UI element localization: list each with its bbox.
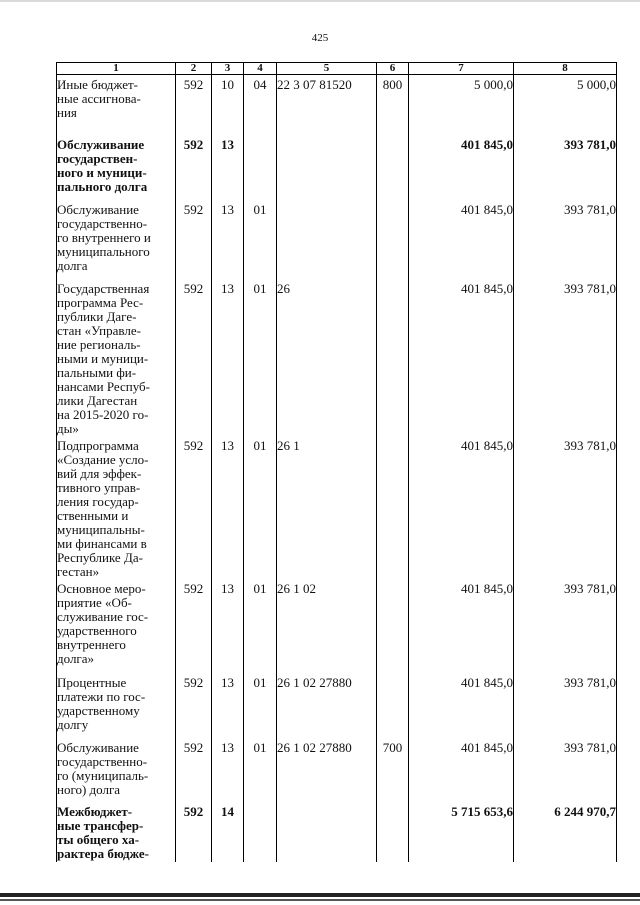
row-name-cell	[57, 802, 176, 862]
expense-type-cell-value	[377, 436, 408, 439]
expense-type-cell	[377, 673, 409, 738]
row-name-line: ми финансами в	[57, 535, 147, 551]
target-article-cell	[277, 436, 377, 579]
amount-cell-year1	[409, 135, 514, 200]
row-name-line: долга	[57, 257, 88, 273]
row-name-line: Иные бюджет-	[57, 77, 138, 92]
amount-cell-year1	[409, 738, 514, 802]
target-article-cell	[277, 200, 377, 279]
bottom-scan-edge-lower	[0, 899, 640, 901]
gov-code-cell-value: 592	[183, 437, 204, 453]
amount-cell-year1-value: 401 845,0	[461, 437, 513, 453]
target-article-cell	[277, 802, 377, 862]
section-cell-value: 13	[221, 437, 234, 453]
expense-type-cell-value	[377, 579, 408, 582]
amount-cell-year1-value: 401 845,0	[461, 674, 513, 690]
row-name-line: ные трансфер-	[57, 817, 144, 833]
amount-cell-year1-value: 5 715 653,6	[451, 803, 513, 819]
row-name-line: ного и муници-	[57, 164, 147, 180]
target-article-cell	[277, 738, 377, 802]
amount-cell-year2	[514, 802, 617, 862]
gov-code-cell	[176, 436, 212, 579]
section-cell-value: 13	[221, 580, 234, 596]
row-name-line: нансами Респуб-	[57, 378, 150, 394]
amount-cell-year1-value: 401 845,0	[461, 739, 513, 755]
gov-code-cell-value: 592	[183, 580, 204, 596]
row-name-line: Межбюджет-	[57, 803, 133, 819]
gov-code-cell	[176, 75, 212, 135]
row-name-line: гестан»	[57, 563, 100, 579]
row-name-line: ды»	[57, 420, 79, 436]
expense-type-cell	[377, 75, 409, 135]
expense-type-cell	[377, 436, 409, 579]
gov-code-cell-value: 592	[183, 136, 204, 152]
expense-type-cell	[377, 579, 409, 673]
gov-code-cell-value: 592	[183, 77, 204, 92]
amount-cell-year2	[514, 738, 617, 802]
section-cell	[212, 738, 244, 802]
target-article-cell	[277, 579, 377, 673]
gov-code-cell	[176, 135, 212, 200]
row-name-cell	[57, 738, 176, 802]
target-article-cell	[277, 75, 377, 135]
section-cell-value: 13	[221, 674, 234, 690]
section-cell-value: 13	[221, 280, 234, 296]
table-row	[57, 75, 617, 135]
bottom-scan-edge	[0, 893, 640, 897]
column-header: 1	[57, 63, 176, 75]
subsection-cell	[244, 673, 277, 738]
subsection-cell-value: 01	[253, 580, 267, 596]
column-header: 8	[514, 63, 617, 75]
amount-cell-year2	[514, 279, 617, 436]
amount-cell-year2-value: 6 244 970,7	[554, 803, 616, 819]
amount-cell-year2-value: 5 000,0	[577, 77, 616, 92]
expense-type-cell-value	[377, 200, 408, 203]
gov-code-cell-value: 592	[183, 201, 204, 217]
section-cell	[212, 673, 244, 738]
table-header-row	[57, 63, 617, 75]
target-article-cell-value: 26 1 02 27880	[277, 674, 352, 690]
row-name-line: Республике Да-	[57, 549, 143, 565]
target-article-cell	[277, 279, 377, 436]
row-name-cell	[57, 436, 176, 579]
row-name-line: ного) долга	[57, 781, 121, 797]
row-name-line: вий для эффек-	[57, 465, 142, 481]
row-name-line: программа Рес-	[57, 294, 144, 310]
amount-cell-year1-value: 401 845,0	[461, 201, 513, 217]
row-name-line: Обслуживание	[57, 739, 139, 755]
amount-cell-year2-value: 393 781,0	[564, 580, 616, 596]
amount-cell-year2	[514, 200, 617, 279]
target-article-cell-value	[277, 802, 376, 805]
subsection-cell	[244, 200, 277, 279]
amount-cell-year2-value: 393 781,0	[564, 739, 616, 755]
amount-cell-year1	[409, 802, 514, 862]
table-row	[57, 802, 617, 862]
target-article-cell-value: 26	[277, 280, 290, 296]
amount-cell-year1-value: 401 845,0	[461, 280, 513, 296]
target-article-cell-value	[277, 135, 376, 138]
amount-cell-year1	[409, 436, 514, 579]
column-header: 4	[244, 63, 277, 75]
expense-type-cell-value: 800	[382, 77, 403, 92]
gov-code-cell	[176, 579, 212, 673]
gov-code-cell	[176, 200, 212, 279]
gov-code-cell-value: 592	[183, 674, 204, 690]
row-name-line: ственными и	[57, 507, 129, 523]
expense-type-cell	[377, 802, 409, 862]
section-cell-value: 13	[221, 739, 234, 755]
subsection-cell-value	[244, 135, 276, 138]
gov-code-cell-value: 592	[183, 803, 204, 819]
amount-cell-year1	[409, 673, 514, 738]
gov-code-cell	[176, 673, 212, 738]
amount-cell-year1-value: 401 845,0	[461, 580, 513, 596]
budget-table	[56, 62, 617, 862]
row-name-line: Обслуживание	[57, 201, 139, 217]
expense-type-cell-value	[377, 673, 408, 676]
expense-type-cell	[377, 738, 409, 802]
section-cell	[212, 579, 244, 673]
row-name-line: Государственная	[57, 280, 150, 296]
subsection-cell-value: 01	[253, 739, 267, 755]
amount-cell-year1	[409, 279, 514, 436]
expense-type-cell	[377, 200, 409, 279]
column-header: 5	[277, 63, 377, 75]
row-name-line: Основное меро-	[57, 580, 146, 596]
row-name-line: го (муниципаль-	[57, 767, 149, 783]
expense-type-cell	[377, 135, 409, 200]
subsection-cell	[244, 802, 277, 862]
column-header: 6	[377, 63, 409, 75]
expense-type-cell-value	[377, 802, 408, 805]
row-name-line: долгу	[57, 716, 89, 732]
amount-cell-year1-value: 5 000,0	[474, 77, 513, 92]
target-article-cell-value: 26 1	[277, 437, 300, 453]
row-name-line: долга»	[57, 650, 95, 666]
table-row	[57, 279, 617, 436]
table-row	[57, 579, 617, 673]
row-name-line: приятие «Об-	[57, 594, 132, 610]
row-name-line: внутреннего	[57, 636, 126, 652]
row-name-line: лики Дагестан	[57, 392, 138, 408]
target-article-cell-value	[277, 200, 376, 203]
row-name-line: ления государ-	[57, 493, 139, 509]
gov-code-cell	[176, 802, 212, 862]
target-article-cell-value: 22 3 07 81520	[277, 77, 352, 92]
amount-cell-year2	[514, 75, 617, 135]
amount-cell-year2	[514, 436, 617, 579]
subsection-cell-value: 01	[253, 437, 267, 453]
row-name-line: Процентные	[57, 674, 127, 690]
section-cell-value: 13	[221, 136, 234, 152]
row-name-line: публики Даге-	[57, 308, 137, 324]
row-name-line: государственно-	[57, 215, 148, 231]
row-name-line: ты общего ха-	[57, 831, 140, 847]
subsection-cell-value: 01	[253, 280, 267, 296]
row-name-cell	[57, 279, 176, 436]
row-name-line: на 2015-2020 го-	[57, 406, 149, 422]
row-name-line: ние региональ-	[57, 336, 141, 352]
subsection-cell	[244, 579, 277, 673]
target-article-cell-value: 26 1 02	[277, 580, 316, 596]
amount-cell-year2-value: 393 781,0	[564, 280, 616, 296]
subsection-cell	[244, 75, 277, 135]
amount-cell-year1	[409, 75, 514, 135]
row-name-cell	[57, 673, 176, 738]
row-name-cell	[57, 75, 176, 135]
subsection-cell-value: 01	[253, 201, 267, 217]
amount-cell-year2	[514, 673, 617, 738]
target-article-cell	[277, 135, 377, 200]
row-name-line: стан «Управле-	[57, 322, 141, 338]
row-name-line: платежи по гос-	[57, 688, 146, 704]
row-name-line: муниципального	[57, 243, 150, 259]
subsection-cell-value: 01	[253, 674, 267, 690]
row-name-line: ударственному	[57, 702, 140, 718]
section-cell	[212, 802, 244, 862]
amount-cell-year2	[514, 579, 617, 673]
table-row	[57, 200, 617, 279]
section-cell	[212, 135, 244, 200]
row-name-line: рактера бюдже-	[57, 845, 149, 861]
row-name-line: пальными фи-	[57, 364, 137, 380]
amount-cell-year2-value: 393 781,0	[564, 437, 616, 453]
section-cell-value: 13	[221, 201, 234, 217]
section-cell-value: 14	[221, 803, 234, 819]
row-name-cell	[57, 200, 176, 279]
gov-code-cell	[176, 738, 212, 802]
row-name-cell	[57, 135, 176, 200]
table-row	[57, 673, 617, 738]
amount-cell-year2-value: 393 781,0	[564, 136, 616, 152]
row-name-line: го внутреннего и	[57, 229, 151, 245]
gov-code-cell-value: 592	[183, 280, 204, 296]
amount-cell-year1	[409, 200, 514, 279]
section-cell	[212, 75, 244, 135]
row-name-cell	[57, 579, 176, 673]
section-cell	[212, 200, 244, 279]
target-article-cell-value: 26 1 02 27880	[277, 739, 352, 755]
amount-cell-year2	[514, 135, 617, 200]
gov-code-cell	[176, 279, 212, 436]
row-name-line: ударственного	[57, 622, 137, 638]
table-row	[57, 738, 617, 802]
table-row	[57, 135, 617, 200]
section-cell-value: 10	[221, 77, 234, 92]
subsection-cell	[244, 279, 277, 436]
expense-type-cell-value: 700	[382, 739, 403, 755]
amount-cell-year1	[409, 579, 514, 673]
row-name-line: ния	[57, 105, 77, 120]
row-name-line: пального долга	[57, 178, 148, 194]
row-name-line: «Создание усло-	[57, 451, 149, 467]
expense-type-cell	[377, 279, 409, 436]
column-header: 3	[212, 63, 244, 75]
subsection-cell-value: 04	[253, 77, 267, 92]
target-article-cell	[277, 673, 377, 738]
row-name-line: Подпрограмма	[57, 437, 139, 453]
row-name-line: тивного управ-	[57, 479, 141, 495]
row-name-line: Обслуживание	[57, 136, 145, 152]
section-cell	[212, 436, 244, 579]
row-name-line: ные ассигнова-	[57, 91, 141, 106]
expense-type-cell-value	[377, 279, 408, 282]
subsection-cell	[244, 436, 277, 579]
subsection-cell	[244, 738, 277, 802]
top-scan-edge	[0, 0, 640, 2]
gov-code-cell-value: 592	[183, 739, 204, 755]
column-header: 7	[409, 63, 514, 75]
section-cell	[212, 279, 244, 436]
expense-type-cell-value	[377, 135, 408, 138]
amount-cell-year1-value: 401 845,0	[461, 136, 513, 152]
row-name-line: служивание гос-	[57, 608, 149, 624]
page-number: 425	[311, 32, 329, 44]
row-name-line: государствен-	[57, 150, 138, 166]
row-name-line: муниципальны-	[57, 521, 145, 537]
amount-cell-year2-value: 393 781,0	[564, 201, 616, 217]
table-row	[57, 436, 617, 579]
subsection-cell	[244, 135, 277, 200]
column-header: 2	[176, 63, 212, 75]
subsection-cell-value	[244, 802, 276, 805]
amount-cell-year2-value: 393 781,0	[564, 674, 616, 690]
row-name-line: ными и муници-	[57, 350, 149, 366]
row-name-line: государственно-	[57, 753, 148, 769]
